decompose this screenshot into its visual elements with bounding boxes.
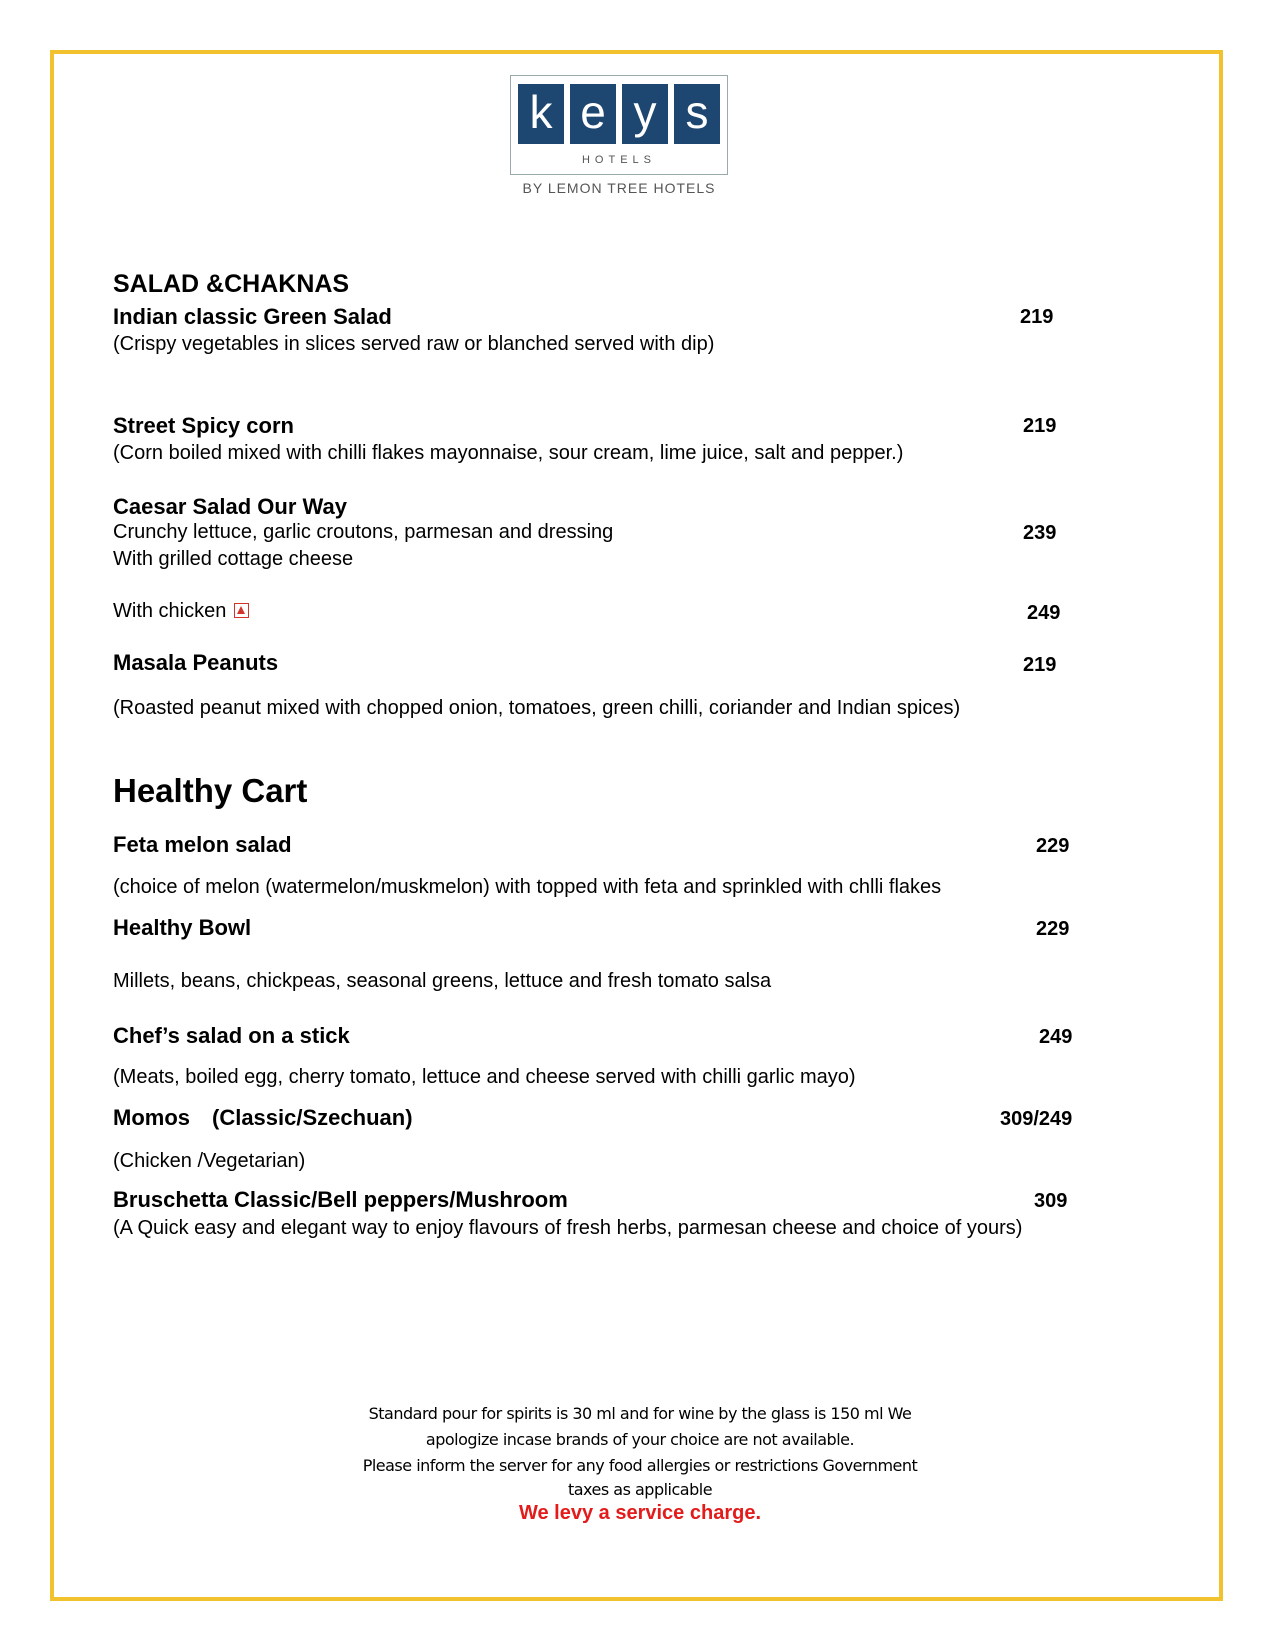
item-price: 309/249 xyxy=(1000,1108,1073,1130)
item-price: 309 xyxy=(1034,1190,1068,1212)
item-name: Indian classic Green Salad xyxy=(113,304,392,329)
item-variant xyxy=(113,600,249,623)
section-title-healthy-cart: Healthy Cart xyxy=(113,772,308,809)
item-name-main: Momos xyxy=(113,1105,190,1130)
logo-tile-k: k xyxy=(518,84,564,144)
item-price: 219 xyxy=(1020,306,1054,328)
item-description: Millets, beans, chickpeas, seasonal greens, lettuce and fresh tomato salsa xyxy=(113,970,772,992)
footer-note: apologize incase brands of your choice are not available. xyxy=(425,1430,855,1449)
footer-note: taxes as applicable xyxy=(567,1480,713,1499)
logo-tile-y: y xyxy=(622,84,668,144)
section-title-salad-chaknas: SALAD &CHAKNAS xyxy=(113,270,350,298)
item-name: Street Spicy corn xyxy=(113,413,294,438)
item-description: Crunchy lettuce, garlic croutons, parmesan and dressing xyxy=(113,521,614,543)
item-price: 219 xyxy=(1023,415,1057,437)
keys-hotels-logo xyxy=(510,75,728,175)
item-name: Bruschetta Classic/Bell peppers/Mushroom xyxy=(113,1187,568,1212)
item-description: (Meats, boiled egg, cherry tomato, lettuce and cheese served with chilli garlic mayo) xyxy=(113,1066,856,1088)
item-description: With grilled cottage cheese xyxy=(113,548,354,570)
logo-hotels-text: HOTELS xyxy=(581,154,656,166)
item-name: Feta melon salad xyxy=(113,832,292,857)
item-description: (choice of melon (watermelon/muskmelon) with topped with feta and sprinkled with chlli flakes xyxy=(113,876,942,898)
item-price: 229 xyxy=(1036,918,1070,940)
item-name: Masala Peanuts xyxy=(113,650,279,675)
variant-label: With chicken xyxy=(113,600,227,622)
logo-tagline: BY LEMON TREE HOTELS xyxy=(522,180,716,196)
item-name: Caesar Salad Our Way xyxy=(113,494,347,519)
item-price: 249 xyxy=(1039,1026,1073,1048)
service-charge-note: We levy a service charge. xyxy=(518,1502,761,1524)
item-name: Healthy Bowl xyxy=(113,915,252,940)
item-description: (Roasted peanut mixed with chopped onion, tomatoes, green chilli, coriander and Indian spices) xyxy=(113,697,961,719)
item-description: (Chicken /Vegetarian) xyxy=(113,1150,306,1172)
item-name: Chef’s salad on a stick xyxy=(113,1023,350,1048)
item-description: (Corn boiled mixed with chilli flakes mayonnaise, sour cream, lime juice, salt and pepper.) xyxy=(113,442,904,464)
item-name-variants: (Classic/Szechuan) xyxy=(212,1105,413,1130)
item-name xyxy=(113,1105,413,1131)
logo-tile-e: e xyxy=(570,84,616,144)
footer-note: Standard pour for spirits is 30 ml and for wine by the glass is 150 ml We xyxy=(368,1404,912,1423)
logo-tile-s: s xyxy=(674,84,720,144)
item-price: 229 xyxy=(1036,835,1070,857)
non-veg-icon xyxy=(234,603,249,618)
item-description: (A Quick easy and elegant way to enjoy flavours of fresh herbs, parmesan cheese and choice of yours) xyxy=(113,1217,1023,1239)
item-description: (Crispy vegetables in slices served raw or blanched served with dip) xyxy=(113,333,715,355)
item-price: 239 xyxy=(1023,522,1057,544)
item-price: 249 xyxy=(1027,602,1061,624)
item-price: 219 xyxy=(1023,654,1057,676)
footer-note: Please inform the server for any food allergies or restrictions Government xyxy=(362,1456,918,1475)
